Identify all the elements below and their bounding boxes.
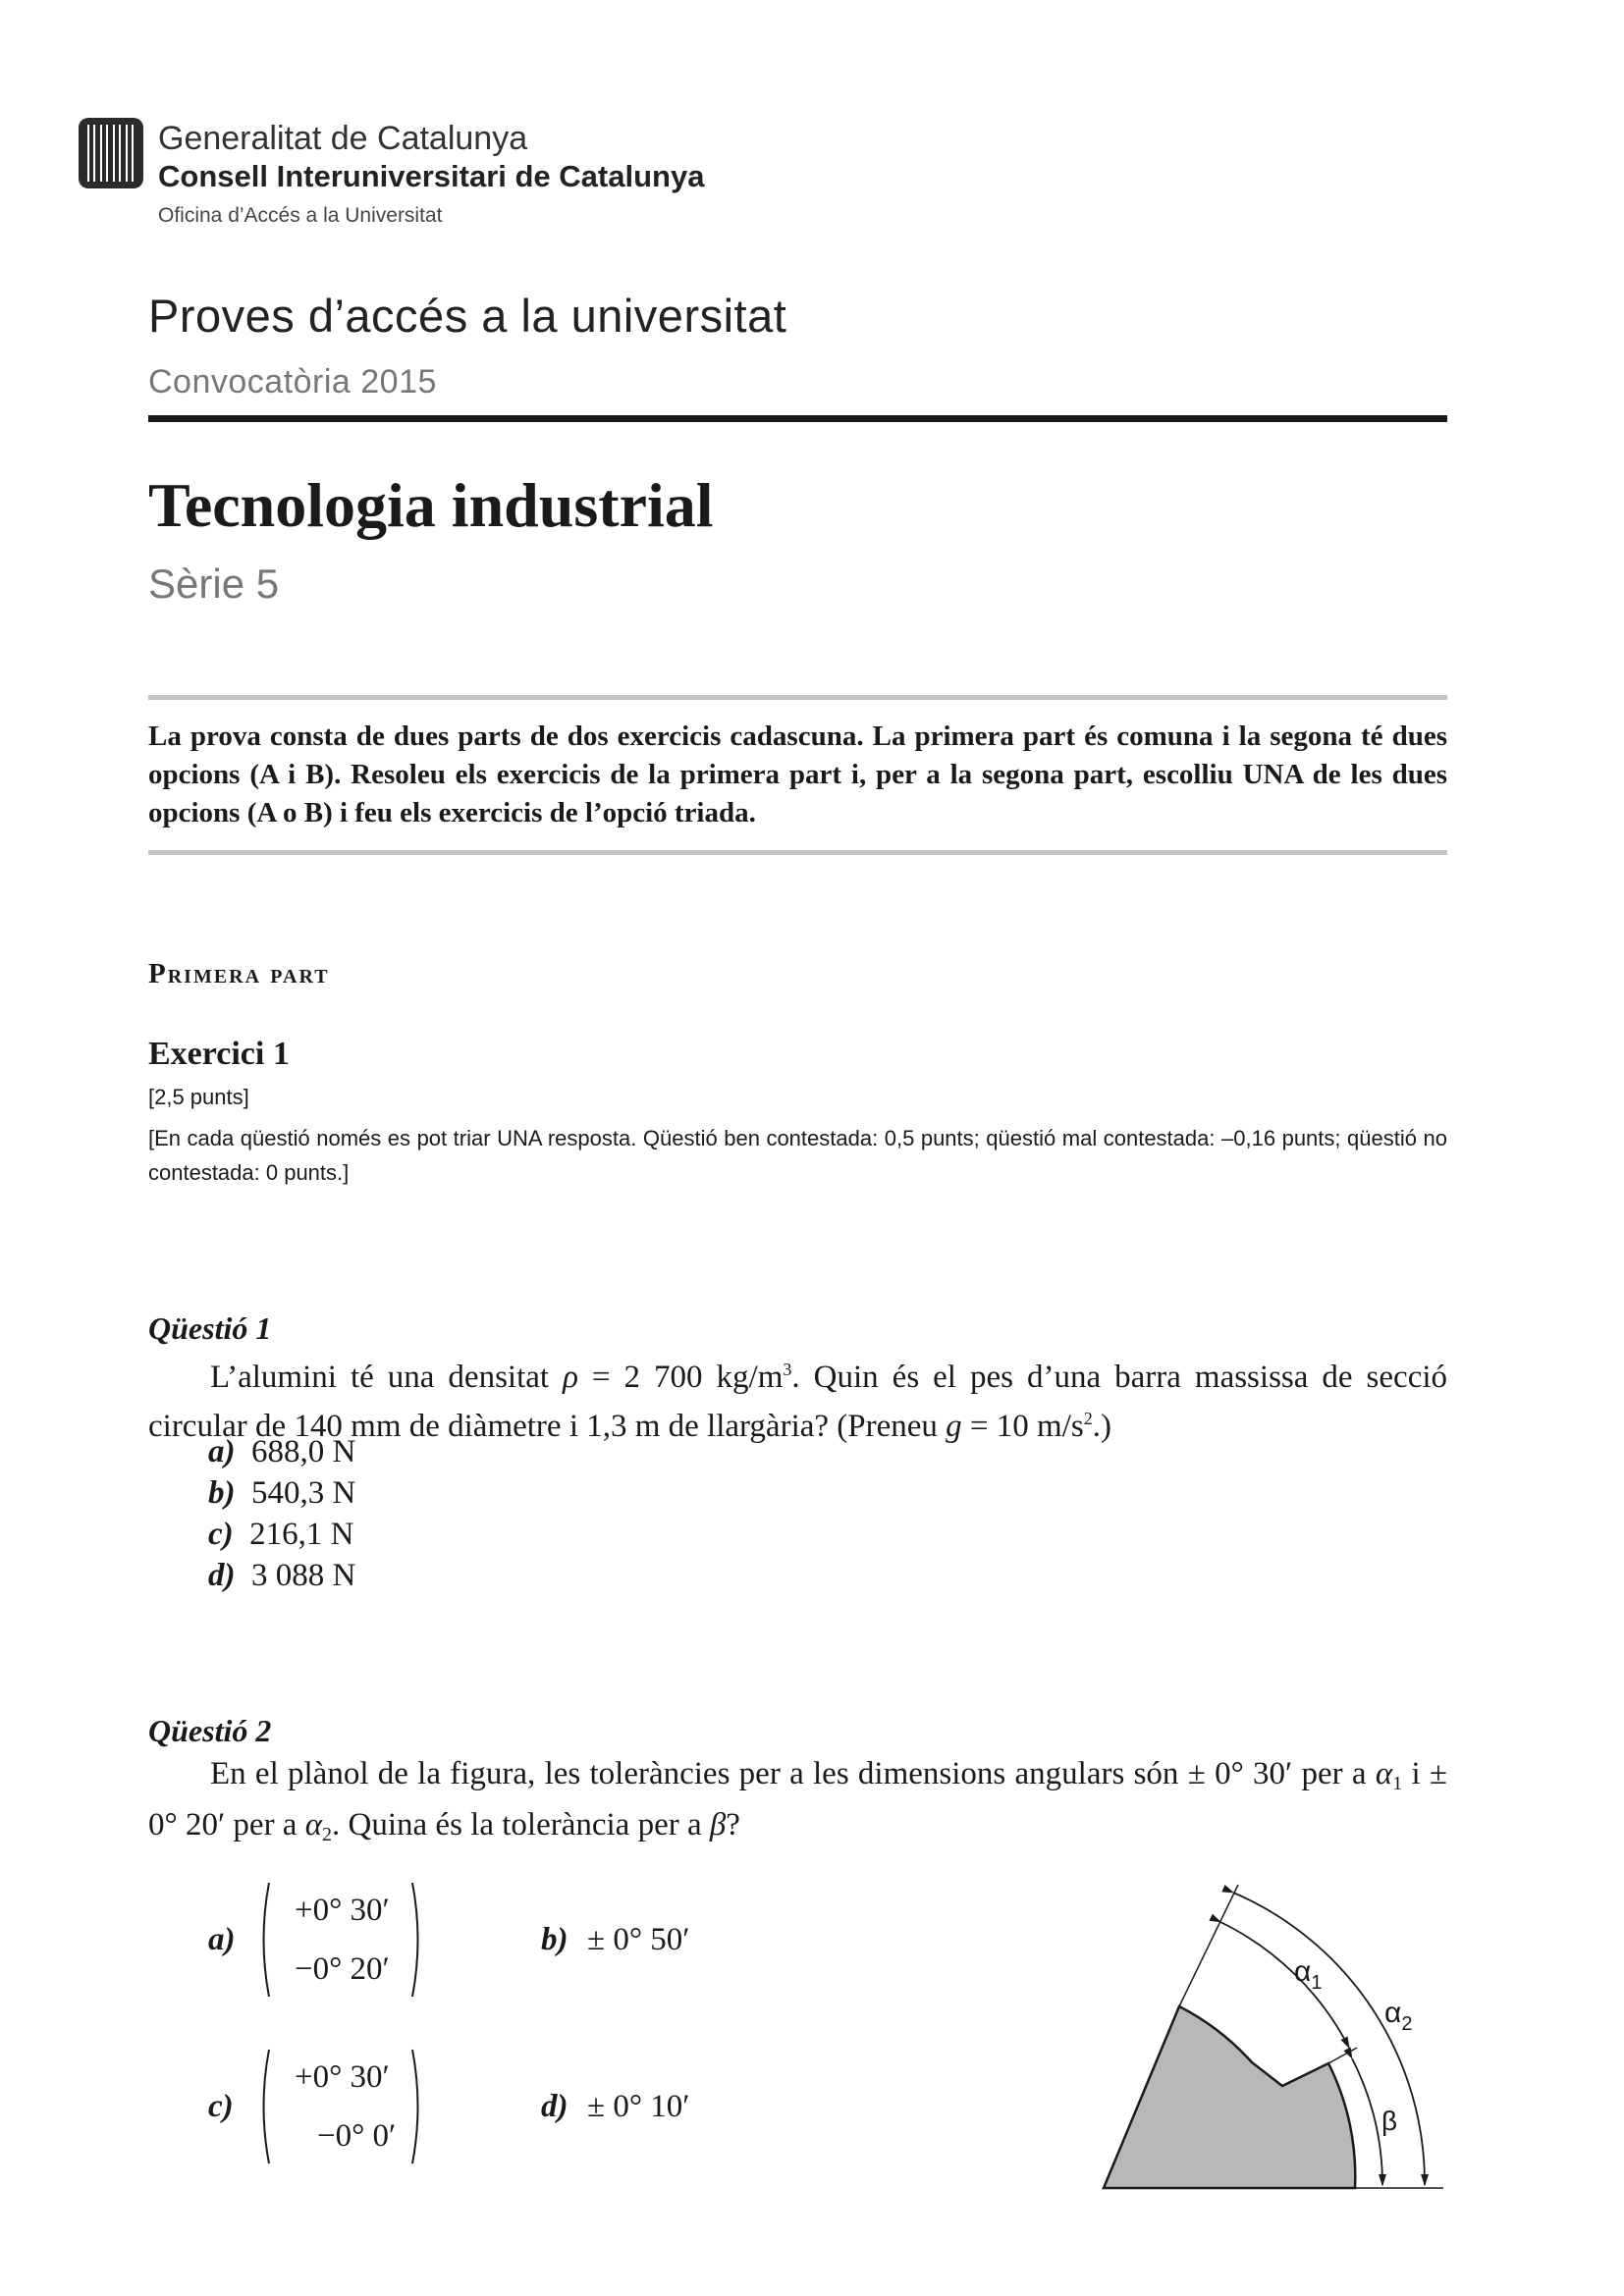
question-2-option-c-label: c) bbox=[208, 2089, 234, 2124]
question-2-option-a-label: a) bbox=[208, 1922, 236, 1957]
question-2-option-d-value: ± 0° 10′ bbox=[587, 2089, 690, 2124]
question-1-option-c: c) 216,1 N bbox=[208, 1517, 354, 1552]
question-1-title: Qüestió 1 bbox=[148, 1310, 272, 1346]
shaded-part bbox=[1104, 2006, 1355, 2188]
question-2-option-c-upper: +0° 30′ bbox=[295, 2059, 390, 2095]
question-1-option-a: a) 688,0 N bbox=[208, 1434, 356, 1469]
alpha2-label: $\alpha_2$ bbox=[1384, 1997, 1413, 2035]
instructions-text: La prova consta de dues parts de dos exercicis cadascuna. La primera part és comuna i la segona té dues opcions (A i B). Resoleu els exercicis de la primera part i, per a la segona part, escolliu UNA de les dues opcions (A o B) i feu els exercicis de l’opció triada. bbox=[148, 721, 1447, 828]
generalitat-logo-icon bbox=[79, 118, 143, 188]
left-paren-icon bbox=[257, 1881, 271, 1999]
right-paren-icon bbox=[410, 2048, 424, 2165]
instructions-bottom-rule bbox=[148, 850, 1447, 855]
exercise-title: Exercici 1 bbox=[148, 1036, 290, 1072]
question-2-option-a-lower: −0° 20′ bbox=[295, 1951, 390, 1987]
exam-heading: Proves d’accés a la universitat bbox=[148, 290, 787, 342]
org-line-3: Oficina d’Accés a la Universitat bbox=[158, 204, 443, 227]
instructions-top-rule bbox=[148, 695, 1447, 700]
question-2-option-c-lower: −0° 0′ bbox=[317, 2118, 397, 2154]
header-divider bbox=[148, 415, 1447, 422]
angular-dimension-figure bbox=[1095, 1880, 1453, 2199]
part-title: Primera part bbox=[148, 958, 330, 989]
right-paren-icon bbox=[410, 1881, 424, 1999]
exam-session: Convocatòria 2015 bbox=[148, 363, 437, 400]
series-label: Sèrie 5 bbox=[148, 561, 280, 607]
question-1-text: L’alumini té una densitat ρ = 2 700 $kg/m^3$. Quin és el pes d’una barra massissa de secció circular de 140 mm de diàmetre i 1,3 m de llargària? (Preneu g = 10 $m/s^2$.) bbox=[148, 1360, 1448, 1444]
question-2-option-d-label: d) bbox=[541, 2089, 568, 2124]
question-1-option-b: b) 540,3 N bbox=[208, 1475, 356, 1511]
org-line-2: Consell Interuniversitari de Catalunya bbox=[158, 159, 705, 193]
question-1-option-d: d) 3 088 N bbox=[208, 1558, 356, 1593]
beta-label: β bbox=[1381, 2106, 1398, 2136]
exercise-note: [En cada qüestió només es pot triar UNA resposta. Qüestió ben contestada: 0,5 punts; qüestió mal contestada: –0,16 punts; qüestió no contestada: 0 punts.] bbox=[148, 1126, 1447, 1185]
extension-line-left bbox=[1179, 1885, 1238, 2006]
question-2-option-a-upper: +0° 30′ bbox=[295, 1893, 390, 1928]
org-line-1: Generalitat de Catalunya bbox=[158, 120, 528, 157]
subject-title: Tecnologia industrial bbox=[148, 470, 714, 540]
question-2-option-b-label: b) bbox=[541, 1922, 568, 1957]
beta-dimension-arc bbox=[1352, 2058, 1382, 2185]
question-2-title: Qüestió 2 bbox=[148, 1713, 272, 1748]
exercise-points: [2,5 punts] bbox=[148, 1085, 249, 1109]
question-2-text: En el plànol de la figura, les toleràncies per a les dimensions angulars són ± 0° 30′ per a $\alpha_1$ i ± 0° 20′ per a $\alpha_2$. Quina és la tolerància per a β? bbox=[148, 1756, 1448, 1845]
question-2-option-b-value: ± 0° 50′ bbox=[587, 1922, 690, 1957]
alpha1-dimension-arc bbox=[1220, 1922, 1349, 2048]
alpha1-label: $\alpha_1$ bbox=[1294, 1955, 1323, 1994]
left-paren-icon bbox=[257, 2048, 271, 2165]
